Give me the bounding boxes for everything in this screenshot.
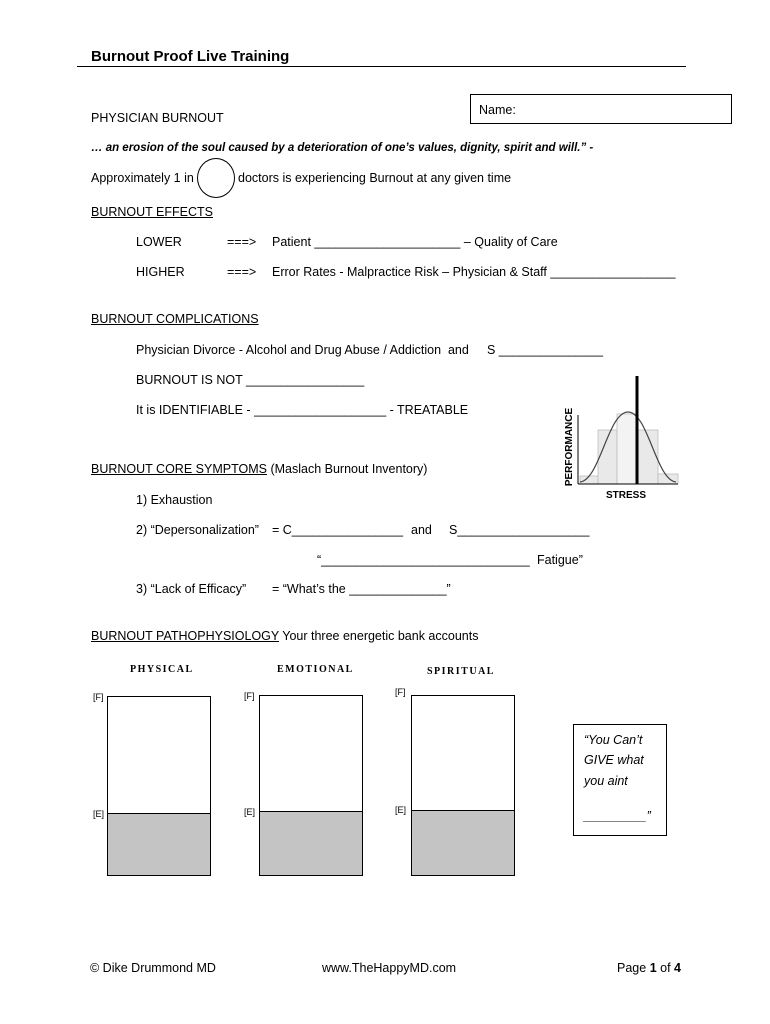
title-rule: [77, 66, 686, 67]
symptom-item: 1) Exhaustion: [136, 493, 213, 507]
burnout-definition-quote: … an erosion of the soul caused by a deterioration of one’s values, dignity, spirit and will.” -: [91, 142, 594, 154]
pathophysiology-subheading: Your three energetic bank accounts: [282, 629, 479, 643]
stat-text-after: doctors is experiencing Burnout at any given time: [238, 171, 512, 185]
symptom-blank: S___________________: [449, 523, 590, 537]
account-empty-label: [E]: [244, 807, 256, 817]
core-symptoms-heading: BURNOUT CORE SYMPTOMS: [91, 462, 267, 476]
symptom-blank: = C________________: [272, 523, 404, 537]
page-title: Burnout Proof Live Training: [91, 48, 290, 65]
symptom-blank: “______________________________: [317, 553, 530, 567]
account-title-emotional: EMOTIONAL: [277, 664, 354, 675]
performance-stress-figure: [556, 370, 682, 504]
histogram-bar: [580, 476, 598, 484]
page-indicator: [617, 961, 681, 975]
account-full-label: [F]: [244, 691, 255, 701]
account-empty-label: [E]: [93, 809, 105, 819]
histogram-bar: [637, 430, 658, 484]
emotional-account-fill: [260, 811, 362, 875]
effects-row-arrow: ===>: [227, 265, 257, 279]
effects-row-level: HIGHER: [136, 265, 185, 279]
quote-box: [573, 724, 667, 836]
account-full-label: [F]: [395, 687, 406, 697]
name-field-box: [470, 94, 732, 124]
footer-author: © Dike Drummond MD: [90, 961, 216, 975]
symptom-blank: = “What’s the ______________”: [272, 582, 451, 596]
histogram-bar: [658, 474, 678, 484]
effects-row-text: Error Rates - Malpractice Risk – Physician & Staff __________________: [272, 265, 676, 279]
histogram-bar: [617, 414, 637, 484]
blank-circle: [197, 158, 235, 198]
name-field-label: Name:: [479, 103, 516, 117]
complications-line: Physician Divorce - Alcohol and Drug Abuse / Addiction and: [136, 343, 469, 357]
symptom-item: 3) “Lack of Efficacy”: [136, 582, 247, 596]
core-symptoms-subheading: (Maslach Burnout Inventory): [270, 462, 428, 476]
footer-website: www.TheHappyMD.com: [322, 961, 457, 975]
complications-heading: BURNOUT COMPLICATIONS: [91, 312, 259, 326]
page-of-label: of: [660, 961, 671, 975]
quote-box-line: GIVE what: [584, 753, 644, 767]
account-title-physical: PHYSICAL: [130, 664, 194, 675]
spiritual-account-fill: [412, 810, 514, 875]
effects-heading: BURNOUT EFFECTS: [91, 205, 213, 219]
spiritual-account-box: [411, 695, 515, 876]
complications-blank: S _______________: [487, 343, 604, 357]
y-axis-label: PERFORMANCE: [564, 407, 575, 487]
page-label: Page: [617, 961, 647, 975]
symptom-connector: and: [411, 523, 432, 537]
account-title-spiritual: SPIRITUAL: [427, 666, 495, 677]
account-full-label: [F]: [93, 692, 104, 702]
complications-line: BURNOUT IS NOT _________________: [136, 373, 365, 387]
pathophysiology-heading: BURNOUT PATHOPHYSIOLOGY: [91, 629, 280, 643]
account-empty-label: [E]: [395, 805, 407, 815]
page-total: 4: [674, 961, 681, 975]
physical-account-fill: [108, 813, 210, 875]
page-number: 1: [649, 961, 657, 975]
pathophysiology-heading-line: [91, 629, 478, 643]
physical-account-box: [107, 696, 211, 876]
x-axis-label: STRESS: [605, 490, 647, 501]
stat-text-before: Approximately 1 in: [91, 171, 194, 185]
physician-burnout-heading: PHYSICIAN BURNOUT: [91, 111, 224, 125]
effects-row-arrow: ===>: [227, 235, 257, 249]
quote-box-line: you aint: [584, 774, 628, 788]
complications-line: It is IDENTIFIABLE - ___________________ - TREATABLE: [136, 403, 469, 417]
quote-box-line: _________”: [584, 809, 651, 823]
effects-row-level: LOWER: [136, 235, 182, 249]
emotional-account-box: [259, 695, 363, 876]
quote-box-line: “You Can’t: [584, 733, 643, 747]
symptom-fatigue-text: Fatigue”: [537, 553, 583, 567]
effects-row-text: Patient _____________________ – Quality of Care: [272, 235, 558, 249]
core-symptoms-heading-line: [91, 462, 427, 476]
symptom-item: 2) “Depersonalization”: [136, 523, 259, 537]
